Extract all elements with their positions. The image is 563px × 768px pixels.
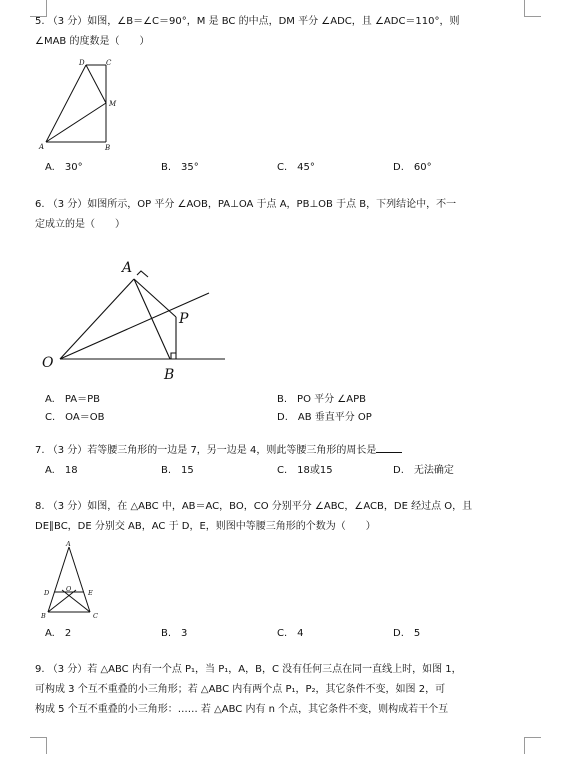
answer-blank <box>376 442 402 453</box>
question-7-line-1: 7. （3 分）若等腰三角形的一边是 7，另一边是 4，则此等腰三角形的周长是 <box>35 445 377 456</box>
q8-label-c: C <box>93 612 98 620</box>
q8-label-d: D <box>44 589 50 597</box>
question-5-figure <box>35 58 125 154</box>
q8-option-c[interactable]: C. 4 <box>277 628 304 639</box>
q8-label-a: A <box>66 540 71 548</box>
question-6 <box>35 195 527 235</box>
q5-label-d: D <box>79 59 85 67</box>
q5-option-b[interactable]: B. 35° <box>161 162 199 173</box>
q5-option-a[interactable]: A. 30° <box>45 162 83 173</box>
question-6-figure <box>38 255 238 385</box>
question-8-line-1: 8. （3 分）如图，在 △ABC 中，AB＝AC，BO，CO 分别平分 ∠ABC，∠ACB，DE 经过点 O，且 <box>35 501 473 512</box>
crop-mark-bottom-left <box>30 737 47 754</box>
q6-label-o: O <box>42 355 54 371</box>
q6-option-a[interactable]: A. PA＝PB <box>45 394 100 405</box>
question-7-options <box>45 462 525 480</box>
question-9-line-3: 构成 5 个互不重叠的小三角形：…… 若 △ABC 内有 n 个点，其它条件不变，则构成若干个互 <box>35 704 449 715</box>
q5-option-c[interactable]: C. 45° <box>277 162 315 173</box>
question-9 <box>35 660 527 720</box>
q6-option-c[interactable]: C. OA＝OB <box>45 412 105 423</box>
question-9-line-1: 9. （3 分）若 △ABC 内有一个点 P₁，当 P₁，A，B，C 没有任何三点在同一直线上时，如图 1， <box>35 664 462 675</box>
q6-option-d[interactable]: D. AB 垂直平分 OP <box>277 412 372 423</box>
question-5-line-1: 5. （3 分）如图，∠B＝∠C＝90°，M 是 BC 的中点，DM 平分 ∠ADC，且 ∠ADC＝110°，则 <box>35 16 460 27</box>
q8-label-e: E <box>88 589 93 597</box>
q8-label-b: B <box>41 612 46 620</box>
question-6-options <box>45 391 525 427</box>
q5-label-c: C <box>106 59 112 67</box>
q8-option-b[interactable]: B. 3 <box>161 628 188 639</box>
q6-label-p: P <box>179 311 189 327</box>
q5-label-a: A <box>39 143 45 151</box>
question-8 <box>35 497 527 537</box>
q8-option-a[interactable]: A. 2 <box>45 628 72 639</box>
q7-option-c[interactable]: C. 18或15 <box>277 465 333 476</box>
q8-option-d[interactable]: D. 5 <box>393 628 421 639</box>
q6-label-b: B <box>164 367 175 383</box>
question-8-options <box>45 625 525 643</box>
crop-mark-bottom-right <box>524 737 541 754</box>
q5-label-m: M <box>109 100 117 108</box>
q8-label-o: O <box>66 585 72 593</box>
question-5 <box>35 12 527 52</box>
q6-label-a: A <box>122 260 133 276</box>
q7-option-b[interactable]: B. 15 <box>161 465 194 476</box>
question-5-options <box>45 159 525 177</box>
question-8-figure <box>38 540 108 620</box>
q6-option-b[interactable]: B. PO 平分 ∠APB <box>277 394 366 405</box>
question-5-line-2: ∠MAB 的度数是（ ） <box>35 36 150 47</box>
question-6-line-1: 6. （3 分）如图所示，OP 平分 ∠AOB，PA⊥OA 于点 A，PB⊥OB 于点 B，下列结论中，不一 <box>35 199 457 210</box>
question-7 <box>35 441 527 461</box>
question-8-line-2: DE∥BC，DE 分别交 AB，AC 于 D，E，则图中等腰三角形的个数为（ ） <box>35 521 376 532</box>
q5-label-b: B <box>105 144 111 152</box>
q7-option-a[interactable]: A. 18 <box>45 465 78 476</box>
question-9-line-2: 可构成 3 个互不重叠的小三角形；若 △ABC 内有两个点 P₁，P₂，其它条件不变，如图 2，可 <box>35 684 446 695</box>
q5-option-d[interactable]: D. 60° <box>393 162 432 173</box>
question-6-line-2: 定成立的是（ ） <box>35 219 125 230</box>
q7-option-d[interactable]: D. 无法确定 <box>393 465 454 476</box>
